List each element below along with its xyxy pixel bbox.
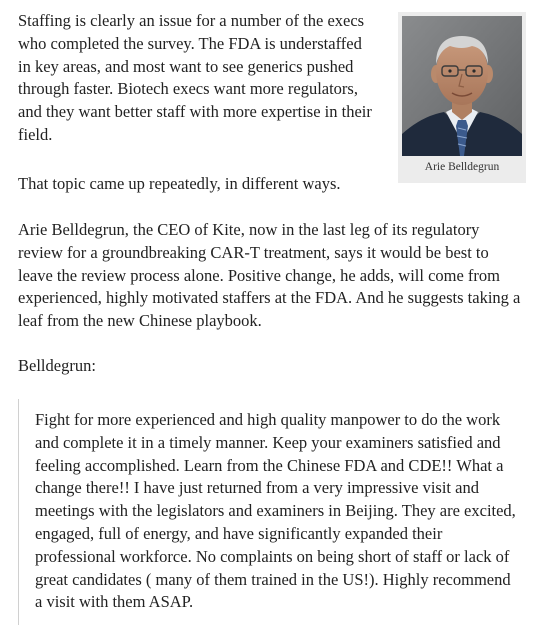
paragraph-staffing: Staffing is clearly an issue for a number of the execs who completed the survey. The FDA is understaffed in key areas, and most want to see generics pushed through faster. Biotech execs want more regulators, and they want better staff with more expertise in their field. [18,11,372,144]
portrait-photo [402,16,522,156]
paragraph-topic: That topic came up repeatedly, in different ways. [18,174,341,193]
paragraph-quote-intro: Belldegrun: [18,356,96,375]
paragraph-belldegrun-review: Arie Belldegrun, the CEO of Kite, now in the last leg of its regulatory review for a groundbreaking CAR-T treatment, says it would be best to leave the review process alone. Positive change, he adds, will come from experienced, highly motivated staffers at the FDA. And he suggests taking a leaf from the new Chinese playbook. [18,220,521,331]
photo-figure [398,12,526,183]
photo-caption: Arie Belldegrun [424,161,500,173]
blockquote [18,399,531,625]
blockquote-text: Fight for more experienced and high quality manpower to do the work and complete it in a timely manner. Keep your examiners satisfied and feeling accomplished. Learn from the Chinese FDA and CDE!! What a change there!! I have just returned from a very impressive visit and meetings with the legislators and examiners in Beijing. They are excited, engaged, full of energy, and have significantly expanded their professional workforce. No complaints on being short of staff or lack of great candidates ( many of them trained in the US!). Highly recommend a visit with them ASAP. [35,410,516,612]
